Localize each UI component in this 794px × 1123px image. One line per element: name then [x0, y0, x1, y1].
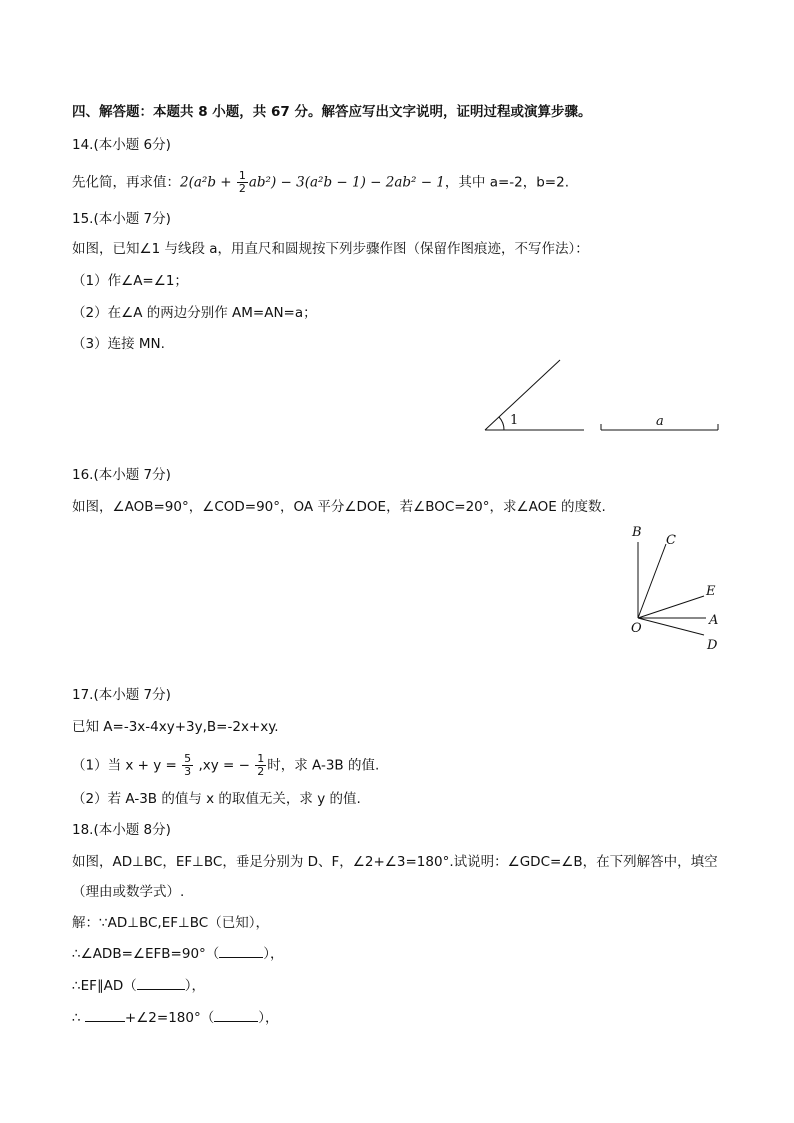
q17-part2: （2）若 A-3B 的值与 x 的取值无关，求 y 的值.: [72, 791, 361, 807]
q17-part1: [72, 753, 379, 778]
q15-step2: （2）在∠A 的两边分别作 AM=AN=a；: [72, 305, 317, 321]
q18-sol3-b: ），: [184, 978, 206, 994]
q17-fraction-1: [182, 753, 193, 778]
q14-fraction: [237, 170, 248, 195]
q17-part1-b: ,xy = −: [194, 757, 255, 774]
q18-blank-3[interactable]: [85, 1009, 125, 1022]
section-header: 四、解答题：本题共 8 小题，共 67 分。解答应写出文字说明，证明过程或演算步骤。: [72, 104, 592, 120]
segment-label-a: a: [656, 414, 664, 429]
q15-step1: （1）作∠A=∠1；: [72, 273, 188, 289]
label-D: D: [707, 638, 718, 653]
q17-part1-a: （1）当 x + y =: [72, 757, 182, 774]
q18-blank-1[interactable]: [219, 945, 263, 958]
ray-OC: [638, 544, 666, 618]
q18-sol3-a: ∴EF∥AD（: [72, 978, 137, 994]
q17-fraction-2: [255, 753, 266, 778]
q18-solution-line2: [72, 945, 284, 963]
label-A: A: [709, 613, 719, 628]
q17-frac1-num: 5: [184, 752, 192, 765]
q16-label: 16.(本小题 7分): [72, 467, 171, 483]
q14-suffix: ，其中 a=-2，b=2.: [444, 174, 570, 191]
q18-label: 18.(本小题 8分): [72, 822, 171, 838]
q14-frac-den: 2: [238, 182, 246, 195]
q16-figure: [620, 520, 730, 655]
q14-prefix: 先化简，再求值：: [72, 174, 180, 191]
angle-label-1: 1: [510, 413, 519, 428]
q18-sol4-b: +∠2=180°（: [124, 1010, 215, 1026]
q18-sol4-a: ∴: [72, 1010, 85, 1026]
q18-stem-line2: （理由或数学式）.: [72, 884, 185, 900]
q18-sol2-a: ∴∠ADB=∠EFB=90°（: [72, 946, 220, 962]
q18-blank-2[interactable]: [137, 977, 185, 990]
q17-frac2-num: 1: [257, 752, 265, 765]
angle-arc: [499, 417, 504, 430]
q16-stem: 如图，∠AOB=90°，∠COD=90°，OA 平分∠DOE，若∠BOC=20°，求∠AOE 的度数.: [72, 499, 606, 515]
q15-label: 15.(本小题 7分): [72, 211, 171, 227]
ray-OD: [638, 618, 704, 635]
q18-solution-line3: [72, 977, 205, 995]
q14-frac-num: 1: [238, 169, 246, 182]
q14-body: [72, 170, 569, 195]
q14-label: 14.(本小题 6分): [72, 137, 171, 153]
q18-blank-4[interactable]: [214, 1009, 258, 1022]
q15-stem: 如图，已知∠1 与线段 a，用直尺和圆规按下列步骤作图（保留作图痕迹，不写作法）：: [72, 241, 589, 257]
ray-OE: [638, 596, 704, 618]
q18-solution-line4: [72, 1009, 278, 1027]
q15-step3: （3）连接 MN.: [72, 336, 165, 352]
q14-expr-a: 2(a²b +: [180, 174, 236, 191]
q18-solution-line1: 解：∵AD⊥BC,EF⊥BC（已知），: [72, 915, 269, 931]
q17-frac2-den: 2: [257, 765, 265, 778]
label-B: B: [632, 525, 642, 540]
label-O: O: [631, 621, 642, 636]
label-C: C: [666, 533, 676, 548]
q18-stem-line1: 如图，AD⊥BC，EF⊥BC，垂足分别为 D、F，∠2+∠3=180°.试说明：∠GDC=∠B，在下列解答中，填空: [72, 854, 718, 870]
q14-expr-b: ab²) − 3(a²b − 1) − 2ab² − 1: [248, 174, 445, 191]
label-E: E: [706, 584, 716, 599]
q17-label: 17.(本小题 7分): [72, 687, 171, 703]
q15-figure: [480, 355, 725, 440]
q17-frac1-den: 3: [184, 765, 192, 778]
angle-ray-upper: [485, 360, 560, 430]
q17-given: 已知 A=-3x-4xy+3y,B=-2x+xy.: [72, 719, 279, 735]
q18-sol2-b: ），: [263, 946, 284, 962]
q17-part1-c: 时，求 A-3B 的值.: [267, 757, 380, 774]
q18-sol4-c: ），: [258, 1010, 279, 1026]
